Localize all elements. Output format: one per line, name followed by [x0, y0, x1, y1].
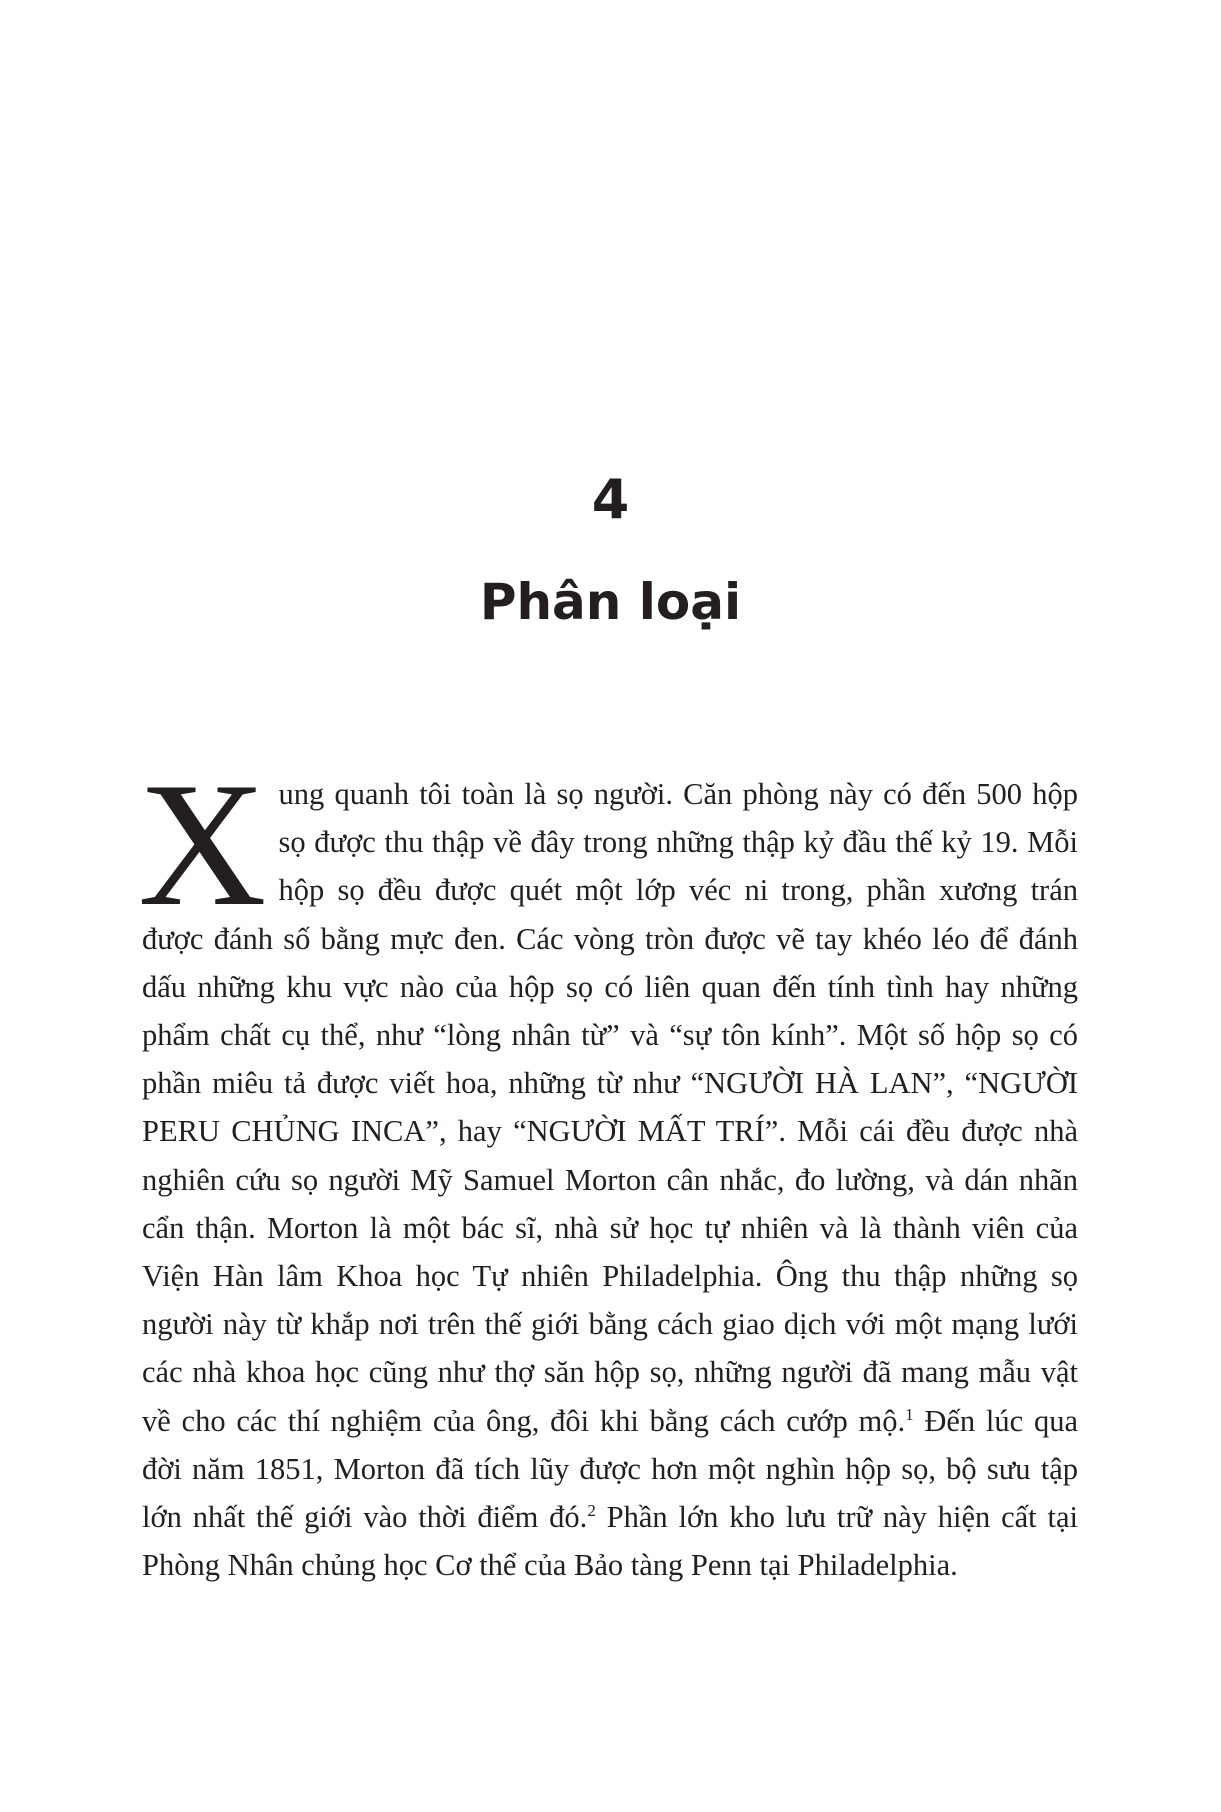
drop-cap: X — [138, 745, 267, 943]
chapter-number: 4 — [591, 468, 630, 531]
footnote-marker-2[interactable]: 2 — [587, 1500, 596, 1520]
paragraph-text-1: ung quanh tôi toàn là sọ người. Căn phòng này có đến 500 hộp sọ được thu thập về đây trong những thập kỷ đầu thế kỷ 19. Mỗi hộp sọ đều được quét một lớp véc ni trong, phần xương trán được đánh số bằng mực đen. Các vòng tròn được vẽ tay khéo léo để đánh dấu những khu vực nào của hộp sọ có liên quan đến tính tình hay những phẩm chất cụ thể, như “lòng nhân từ” và “sự tôn kính”. Một số hộp sọ có phần miêu tả được viết hoa, những từ như “NGƯỜI HÀ LAN”, “NGƯỜI PERU CHỦNG INCA”, hay “NGƯỜI MẤT TRÍ”. Mỗi cái đều được nhà nghiên cứu sọ người Mỹ Samuel Morton cân nhắc, đo lường, và dán nhãn cẩn thận. Morton là một bác sĩ, nhà sử học tự nhiên và là thành viên của Viện Hàn lâm Khoa học Tự nhiên Philadelphia. Ông thu thập những sọ người này từ khắp nơi trên thế giới bằng cách giao dịch với một mạng lưới các nhà khoa học cũng như thợ săn hộp sọ, những người đã mang mẫu vật về cho các thí nghiệm của ông, đôi khi bằng cách cướp mộ. — [142, 777, 1078, 1438]
chapter-title: Phân loại — [479, 573, 742, 631]
body-paragraph — [138, 745, 1078, 1589]
paragraph-text-3: Phần lớn kho lưu trữ này hiện cất tại Phòng Nhân chủng học Cơ thể của Bảo tàng Penn tại Philadelphia. — [142, 1500, 1078, 1583]
footnote-marker-1[interactable]: 1 — [905, 1404, 914, 1424]
paragraph-text-2: Đến lúc qua đời năm 1851, Morton đã tích lũy được hơn một nghìn hộp sọ, bộ sưu tập lớn nhất thế giới vào thời điểm đó. — [142, 1403, 1078, 1535]
